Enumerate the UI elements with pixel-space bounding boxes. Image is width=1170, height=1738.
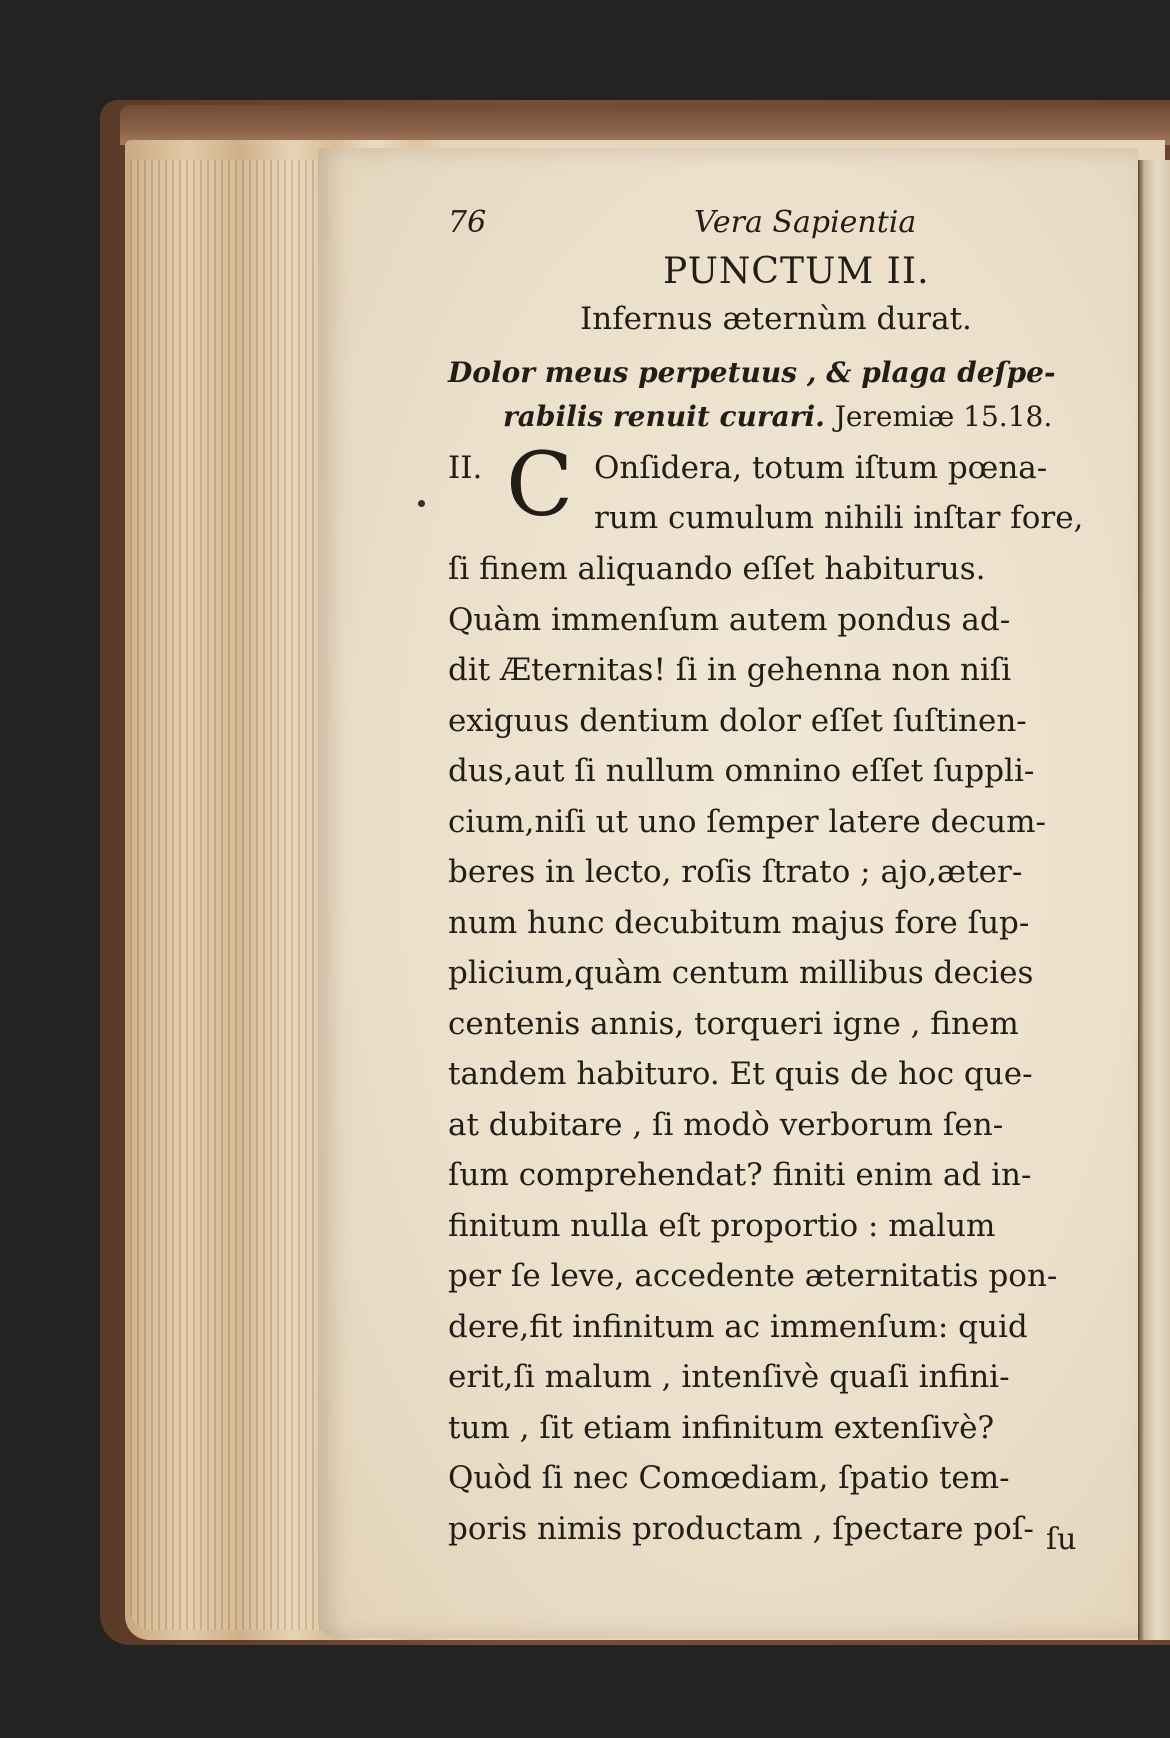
body-line: beres in lecto, roſis ſtrato ; ajo,æter- [448, 854, 1023, 890]
body-line: Quàm immenſum autem pondus ad- [448, 601, 1011, 638]
running-head: Vera Sapientia [694, 205, 917, 240]
paragraph-marker: II. [448, 450, 483, 486]
body-line: ſum comprehendat? finiti enim ad in- [448, 1157, 1032, 1193]
body-line: finitum nulla eſt proportio : malum [448, 1207, 996, 1244]
body-line: erit,ſi malum , intenſivè quaſi infini- [448, 1359, 1010, 1395]
drop-cap: C [506, 433, 574, 536]
section-title: PUNCTUM II. [663, 251, 930, 292]
section-subtitle: Infernus æternùm durat. [580, 301, 972, 337]
catchword: ſu [1046, 1522, 1077, 1557]
body-line: Onſidera, totum iſtum pœna- [594, 450, 1048, 486]
body-line: tum , ſit etiam infinitum extenſivè? [448, 1409, 995, 1446]
opening-lines [448, 433, 1108, 544]
body-line: centenis annis, torqueri igne , finem [448, 1005, 1019, 1042]
quote-reference: Jeremiæ 15.18. [834, 400, 1053, 433]
body-line: dit Æternitas! ſi in gehenna non niſi [448, 652, 1012, 688]
body-line: num hunc decubitum majus fore ſup- [448, 904, 1030, 941]
body-line: dus,aut ſi nullum omnino eſſet ſuppli- [448, 753, 1035, 789]
facing-page-strip [1138, 160, 1170, 1640]
body-line: dere,fit infinitum ac immenſum: quid [448, 1308, 1028, 1345]
body-line: poris nimis productam , ſpectare poſ- [448, 1510, 1034, 1547]
body-line: cium,niſi ut uno ſemper latere decum- [448, 803, 1047, 840]
body-line: per ſe leve, accedente æternitatis pon- [448, 1258, 1058, 1294]
body-text [448, 433, 1108, 1554]
quote-text: rabilis renuit curari. [503, 400, 825, 433]
page-number: 76 [448, 205, 487, 240]
body-line: exiguus dentium dolor eſſet ſuſtinen- [448, 702, 1027, 739]
body-line: plicium,quàm centum millibus decies [448, 955, 1034, 991]
body-line: Quòd ſi nec Comœdiam, ſpatio tem- [448, 1460, 1010, 1496]
ink-dot [418, 500, 425, 507]
quote-line: Dolor meus perpetuus , & plaga deſpe- [448, 356, 1056, 389]
page-header [448, 205, 1108, 249]
body-line: ſi finem aliquando eſſet habiturus. [448, 551, 986, 587]
body-line: at dubitare , ſi modò verborum ſen- [448, 1106, 1004, 1143]
page-text [448, 205, 1108, 1554]
scripture-quote [448, 351, 1108, 439]
cover-top-edge [120, 105, 1170, 145]
page-edge-stripes [130, 160, 335, 1630]
body-line: rum cumulum nihili inſtar fore, [594, 500, 1084, 536]
body-line: tandem habituro. Et quis de hoc que- [448, 1056, 1033, 1092]
